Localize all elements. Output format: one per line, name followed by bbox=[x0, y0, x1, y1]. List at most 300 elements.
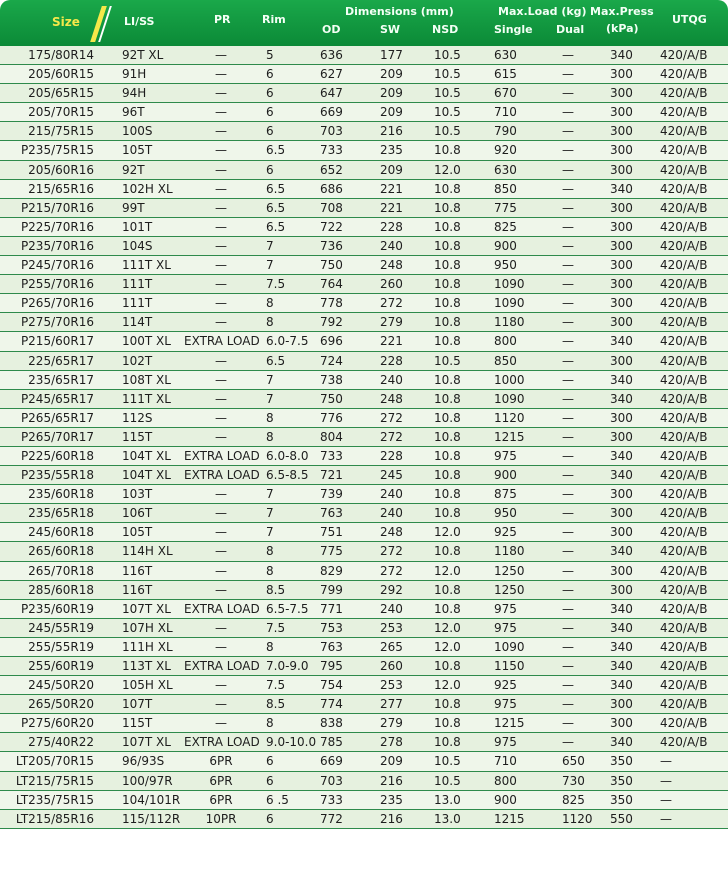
cell-max-press: 300 bbox=[610, 277, 633, 292]
cell-load-single: 1250 bbox=[494, 563, 525, 578]
cell-rim: 5 bbox=[266, 48, 274, 62]
cell-li-ss: 101T bbox=[122, 219, 153, 234]
cell-rim: 6 bbox=[266, 811, 274, 826]
cell-od: 722 bbox=[320, 219, 343, 234]
cell-utqg: — bbox=[660, 754, 672, 769]
cell-size: P265/70R17 bbox=[20, 429, 94, 444]
cell-pr: EXTRA LOAD bbox=[184, 601, 260, 616]
table-row bbox=[0, 237, 728, 256]
cell-load-dual: — bbox=[562, 334, 574, 349]
cell-utqg: 420/A/B bbox=[660, 238, 708, 253]
cell-nsd: 10.8 bbox=[434, 468, 461, 483]
cell-size: P225/60R18 bbox=[20, 448, 94, 463]
cell-utqg: 420/A/B bbox=[660, 67, 708, 82]
cell-li-ss: 105T bbox=[122, 143, 153, 158]
cell-li-ss: 106T bbox=[122, 506, 153, 521]
table-row bbox=[0, 256, 728, 275]
cell-utqg: 420/A/B bbox=[660, 143, 708, 158]
table-row bbox=[0, 141, 728, 160]
cell-load-dual: — bbox=[562, 86, 574, 101]
cell-utqg: 420/A/B bbox=[660, 48, 708, 62]
cell-size: 255/60R19 bbox=[28, 659, 94, 673]
cell-size: P255/70R16 bbox=[20, 277, 94, 292]
table-header bbox=[0, 0, 728, 46]
cell-pr: — bbox=[215, 86, 227, 101]
cell-nsd: 12.0 bbox=[434, 162, 461, 177]
cell-load-single: 1250 bbox=[494, 582, 525, 597]
cell-max-press: 300 bbox=[610, 563, 633, 578]
cell-utqg: — bbox=[660, 792, 672, 807]
cell-li-ss: 108T XL bbox=[122, 372, 171, 387]
cell-sw: 209 bbox=[380, 105, 403, 120]
cell-load-dual: — bbox=[562, 143, 574, 158]
cell-rim: 7 bbox=[266, 506, 274, 521]
cell-od: 733 bbox=[320, 792, 343, 807]
cell-sw: 253 bbox=[380, 620, 403, 635]
cell-utqg: 420/A/B bbox=[660, 582, 708, 597]
cell-utqg: 420/A/B bbox=[660, 639, 708, 654]
cell-rim: 6.0-7.5 bbox=[266, 334, 309, 349]
cell-max-press: 300 bbox=[610, 200, 633, 215]
cell-load-single: 1180 bbox=[494, 315, 525, 330]
rim-header: Rim bbox=[262, 13, 286, 26]
cell-utqg: 420/A/B bbox=[660, 659, 708, 673]
cell-load-dual: — bbox=[562, 315, 574, 330]
cell-max-press: 340 bbox=[610, 735, 633, 750]
cell-nsd: 10.8 bbox=[434, 296, 461, 311]
cell-pr: — bbox=[215, 162, 227, 177]
cell-li-ss: 103T bbox=[122, 487, 153, 502]
cell-nsd: 10.5 bbox=[434, 67, 461, 82]
cell-od: 754 bbox=[320, 678, 343, 693]
cell-pr: — bbox=[215, 277, 227, 292]
cell-max-press: 340 bbox=[610, 448, 633, 463]
cell-utqg: 420/A/B bbox=[660, 620, 708, 635]
cell-sw: 278 bbox=[380, 735, 403, 750]
table-row bbox=[0, 752, 728, 771]
cell-rim: 7.5 bbox=[266, 678, 286, 693]
cell-size: 265/70R18 bbox=[28, 563, 94, 578]
cell-load-dual: — bbox=[562, 353, 574, 368]
cell-load-single: 920 bbox=[494, 143, 517, 158]
cell-sw: 240 bbox=[380, 372, 403, 387]
cell-pr: — bbox=[215, 429, 227, 444]
cell-nsd: 12.0 bbox=[434, 639, 461, 654]
cell-load-single: 1090 bbox=[494, 639, 525, 654]
table-row bbox=[0, 714, 728, 733]
table-row bbox=[0, 466, 728, 485]
cell-li-ss: 111T XL bbox=[122, 391, 171, 406]
cell-li-ss: 100/97R bbox=[122, 773, 173, 788]
cell-rim: 7 bbox=[266, 238, 274, 253]
cell-nsd: 12.0 bbox=[434, 678, 461, 693]
cell-utqg: 420/A/B bbox=[660, 315, 708, 330]
cell-sw: 216 bbox=[380, 811, 403, 826]
table-row bbox=[0, 657, 728, 676]
table-row bbox=[0, 371, 728, 390]
cell-rim: 7 bbox=[266, 487, 274, 502]
cell-utqg: 420/A/B bbox=[660, 429, 708, 444]
cell-sw: 240 bbox=[380, 601, 403, 616]
cell-od: 647 bbox=[320, 86, 343, 101]
cell-size: 205/70R15 bbox=[28, 105, 94, 120]
cell-rim: 8 bbox=[266, 544, 274, 559]
cell-pr: 10PR bbox=[205, 811, 237, 826]
cell-li-ss: 100T XL bbox=[122, 334, 171, 349]
cell-pr: EXTRA LOAD bbox=[184, 735, 260, 750]
cell-size: P275/70R16 bbox=[20, 315, 94, 330]
table-row bbox=[0, 180, 728, 199]
cell-load-dual: — bbox=[562, 181, 574, 196]
cell-max-press: 340 bbox=[610, 678, 633, 693]
cell-utqg: 420/A/B bbox=[660, 334, 708, 349]
cell-pr: 6PR bbox=[209, 773, 233, 788]
cell-rim: 7.5 bbox=[266, 277, 286, 292]
cell-od: 763 bbox=[320, 639, 343, 654]
cell-rim: 7.5 bbox=[266, 620, 286, 635]
cell-pr: 6PR bbox=[209, 754, 233, 769]
table-row bbox=[0, 103, 728, 122]
cell-sw: 221 bbox=[380, 200, 403, 215]
cell-sw: 221 bbox=[380, 181, 403, 196]
cell-od: 776 bbox=[320, 410, 343, 425]
cell-sw: 272 bbox=[380, 429, 403, 444]
cell-load-single: 975 bbox=[494, 620, 517, 635]
cell-load-dual: — bbox=[562, 544, 574, 559]
cell-load-single: 1150 bbox=[494, 659, 525, 673]
cell-od: 724 bbox=[320, 353, 343, 368]
cell-load-single: 900 bbox=[494, 792, 517, 807]
cell-od: 686 bbox=[320, 181, 343, 196]
cell-load-single: 850 bbox=[494, 353, 517, 368]
cell-sw: 228 bbox=[380, 353, 403, 368]
cell-load-single: 1180 bbox=[494, 544, 525, 559]
cell-sw: 248 bbox=[380, 391, 403, 406]
table-row bbox=[0, 791, 728, 810]
cell-load-single: 900 bbox=[494, 468, 517, 483]
cell-pr: — bbox=[215, 716, 227, 731]
table-row bbox=[0, 428, 728, 447]
cell-rim: 6 bbox=[266, 162, 274, 177]
cell-load-dual: — bbox=[562, 620, 574, 635]
cell-li-ss: 104T XL bbox=[122, 468, 171, 483]
table-row bbox=[0, 390, 728, 409]
table-row bbox=[0, 600, 728, 619]
cell-li-ss: 107T bbox=[122, 697, 153, 712]
cell-rim: 8 bbox=[266, 410, 274, 425]
cell-size: LT235/75R15 bbox=[15, 792, 94, 807]
cell-load-dual: — bbox=[562, 659, 574, 673]
cell-sw: 272 bbox=[380, 544, 403, 559]
cell-li-ss: 100S bbox=[122, 124, 153, 139]
cell-rim: 6.0-8.0 bbox=[266, 448, 309, 463]
cell-max-press: 300 bbox=[610, 429, 633, 444]
cell-sw: 240 bbox=[380, 238, 403, 253]
cell-load-dual: — bbox=[562, 219, 574, 234]
cell-sw: 292 bbox=[380, 582, 403, 597]
cell-nsd: 12.0 bbox=[434, 525, 461, 540]
cell-sw: 272 bbox=[380, 563, 403, 578]
cell-size: 215/65R16 bbox=[28, 181, 94, 196]
table-row bbox=[0, 676, 728, 695]
cell-load-single: 1000 bbox=[494, 372, 525, 387]
cell-load-dual: — bbox=[562, 639, 574, 654]
cell-load-dual: — bbox=[562, 678, 574, 693]
cell-max-press: 350 bbox=[610, 773, 633, 788]
cell-nsd: 10.5 bbox=[434, 773, 461, 788]
cell-size: 265/60R18 bbox=[28, 544, 94, 559]
cell-utqg: 420/A/B bbox=[660, 258, 708, 273]
cell-sw: 265 bbox=[380, 639, 403, 654]
cell-max-press: 300 bbox=[610, 506, 633, 521]
cell-od: 669 bbox=[320, 754, 343, 769]
cell-rim: 7.0-9.0 bbox=[266, 659, 309, 673]
cell-utqg: 420/A/B bbox=[660, 678, 708, 693]
table-row bbox=[0, 772, 728, 791]
table-row bbox=[0, 619, 728, 638]
cell-load-dual: — bbox=[562, 429, 574, 444]
table-row bbox=[0, 542, 728, 561]
cell-load-single: 825 bbox=[494, 219, 517, 234]
kpa-header: (kPa) bbox=[606, 22, 639, 35]
cell-max-press: 340 bbox=[610, 620, 633, 635]
cell-rim: 8 bbox=[266, 716, 274, 731]
table-row bbox=[0, 122, 728, 141]
cell-load-dual: — bbox=[562, 697, 574, 712]
cell-nsd: 10.8 bbox=[434, 448, 461, 463]
cell-sw: 235 bbox=[380, 792, 403, 807]
cell-load-dual: — bbox=[562, 67, 574, 82]
table-row bbox=[0, 275, 728, 294]
cell-size: 215/75R15 bbox=[28, 124, 94, 139]
cell-li-ss: 105H XL bbox=[122, 678, 173, 693]
cell-pr: — bbox=[215, 48, 227, 62]
cell-size: 255/55R19 bbox=[28, 639, 94, 654]
max-press-header: Max.Press bbox=[590, 5, 654, 18]
cell-size: P245/70R16 bbox=[20, 258, 94, 273]
cell-rim: 8.5 bbox=[266, 697, 286, 712]
cell-load-dual: — bbox=[562, 582, 574, 597]
cell-pr: — bbox=[215, 67, 227, 82]
cell-nsd: 10.8 bbox=[434, 487, 461, 502]
cell-size: 205/60R16 bbox=[28, 162, 94, 177]
cell-nsd: 10.5 bbox=[434, 124, 461, 139]
cell-max-press: 340 bbox=[610, 334, 633, 349]
cell-sw: 216 bbox=[380, 124, 403, 139]
cell-load-single: 925 bbox=[494, 525, 517, 540]
cell-sw: 216 bbox=[380, 773, 403, 788]
cell-sw: 240 bbox=[380, 506, 403, 521]
cell-load-dual: — bbox=[562, 506, 574, 521]
cell-nsd: 10.8 bbox=[434, 391, 461, 406]
cell-pr: — bbox=[215, 410, 227, 425]
cell-utqg: 420/A/B bbox=[660, 544, 708, 559]
table-row bbox=[0, 294, 728, 313]
cell-utqg: 420/A/B bbox=[660, 563, 708, 578]
cell-li-ss: 115/112R bbox=[122, 811, 181, 826]
cell-sw: 253 bbox=[380, 678, 403, 693]
cell-max-press: 340 bbox=[610, 468, 633, 483]
cell-pr: — bbox=[215, 620, 227, 635]
cell-size: P235/60R19 bbox=[20, 601, 94, 616]
cell-utqg: 420/A/B bbox=[660, 353, 708, 368]
cell-sw: 245 bbox=[380, 468, 403, 483]
cell-utqg: 420/A/B bbox=[660, 277, 708, 292]
cell-od: 764 bbox=[320, 277, 343, 292]
cell-load-single: 975 bbox=[494, 448, 517, 463]
cell-load-dual: — bbox=[562, 487, 574, 502]
cell-size: LT215/75R15 bbox=[15, 773, 94, 788]
cell-od: 804 bbox=[320, 429, 343, 444]
cell-li-ss: 114H XL bbox=[122, 544, 173, 559]
table-row bbox=[0, 581, 728, 600]
cell-max-press: 300 bbox=[610, 86, 633, 101]
cell-nsd: 10.8 bbox=[434, 697, 461, 712]
cell-load-dual: 650 bbox=[562, 754, 585, 769]
cell-rim: 8.5 bbox=[266, 582, 286, 597]
cell-pr: — bbox=[215, 353, 227, 368]
cell-max-press: 340 bbox=[610, 181, 633, 196]
cell-pr: — bbox=[215, 372, 227, 387]
max-load-header: Max.Load (kg) bbox=[498, 5, 587, 18]
cell-max-press: 300 bbox=[610, 67, 633, 82]
table-row bbox=[0, 695, 728, 714]
cell-load-single: 1215 bbox=[494, 811, 525, 826]
cell-li-ss: 102H XL bbox=[122, 181, 173, 196]
cell-size: P265/70R16 bbox=[20, 296, 94, 311]
tire-spec-table bbox=[0, 46, 728, 829]
cell-max-press: 300 bbox=[610, 162, 633, 177]
cell-od: 708 bbox=[320, 200, 343, 215]
cell-li-ss: 111T bbox=[122, 296, 153, 311]
cell-max-press: 350 bbox=[610, 754, 633, 769]
cell-od: 733 bbox=[320, 143, 343, 158]
cell-load-dual: — bbox=[562, 258, 574, 273]
cell-size: LT215/85R16 bbox=[15, 811, 94, 826]
cell-load-dual: — bbox=[562, 372, 574, 387]
cell-nsd: 10.8 bbox=[434, 735, 461, 750]
cell-rim: 6 bbox=[266, 105, 274, 120]
cell-max-press: 300 bbox=[610, 315, 633, 330]
cell-load-single: 630 bbox=[494, 162, 517, 177]
cell-li-ss: 92T bbox=[122, 162, 145, 177]
cell-size: 245/55R19 bbox=[28, 620, 94, 635]
cell-li-ss: 115T bbox=[122, 716, 153, 731]
cell-load-dual: — bbox=[562, 296, 574, 311]
cell-rim: 6 .5 bbox=[266, 792, 289, 807]
cell-li-ss: 111T XL bbox=[122, 258, 171, 273]
cell-od: 775 bbox=[320, 544, 343, 559]
cell-li-ss: 113T XL bbox=[122, 659, 171, 673]
cell-sw: 228 bbox=[380, 219, 403, 234]
cell-li-ss: 99T bbox=[122, 200, 145, 215]
cell-od: 739 bbox=[320, 487, 343, 502]
cell-rim: 6.5 bbox=[266, 143, 286, 158]
cell-utqg: 420/A/B bbox=[660, 601, 708, 616]
cell-max-press: 300 bbox=[610, 487, 633, 502]
cell-load-single: 1090 bbox=[494, 391, 525, 406]
cell-nsd: 10.8 bbox=[434, 277, 461, 292]
cell-load-dual: — bbox=[562, 238, 574, 253]
cell-max-press: 300 bbox=[610, 353, 633, 368]
cell-rim: 6 bbox=[266, 773, 274, 788]
cell-load-dual: — bbox=[562, 277, 574, 292]
cell-li-ss: 105T bbox=[122, 525, 153, 540]
cell-nsd: 10.8 bbox=[434, 372, 461, 387]
cell-od: 721 bbox=[320, 468, 343, 483]
cell-load-single: 670 bbox=[494, 86, 517, 101]
cell-utqg: 420/A/B bbox=[660, 487, 708, 502]
cell-od: 829 bbox=[320, 563, 343, 578]
cell-size: 275/40R22 bbox=[28, 735, 94, 750]
cell-max-press: 300 bbox=[610, 296, 633, 311]
cell-utqg: 420/A/B bbox=[660, 410, 708, 425]
cell-max-press: 340 bbox=[610, 659, 633, 673]
cell-od: 753 bbox=[320, 620, 343, 635]
cell-max-press: 350 bbox=[610, 792, 633, 807]
cell-size: 205/65R15 bbox=[28, 86, 94, 101]
cell-size: P225/70R16 bbox=[20, 219, 94, 234]
cell-od: 738 bbox=[320, 372, 343, 387]
size-header: Size bbox=[52, 15, 80, 29]
cell-utqg: 420/A/B bbox=[660, 735, 708, 750]
cell-size: LT205/70R15 bbox=[15, 754, 94, 769]
cell-load-single: 975 bbox=[494, 601, 517, 616]
table-row bbox=[0, 199, 728, 218]
cell-li-ss: 104/101R bbox=[122, 792, 181, 807]
cell-sw: 209 bbox=[380, 86, 403, 101]
cell-load-dual: 1120 bbox=[562, 811, 593, 826]
cell-pr: — bbox=[215, 219, 227, 234]
cell-max-press: 340 bbox=[610, 601, 633, 616]
cell-rim: 8 bbox=[266, 563, 274, 578]
cell-max-press: 300 bbox=[610, 258, 633, 273]
cell-max-press: 300 bbox=[610, 219, 633, 234]
cell-rim: 8 bbox=[266, 429, 274, 444]
cell-li-ss: 96/93S bbox=[122, 754, 165, 769]
cell-utqg: 420/A/B bbox=[660, 697, 708, 712]
cell-nsd: 13.0 bbox=[434, 792, 461, 807]
cell-load-dual: — bbox=[562, 735, 574, 750]
cell-nsd: 10.8 bbox=[434, 659, 461, 673]
table-row bbox=[0, 485, 728, 504]
cell-load-dual: 825 bbox=[562, 792, 585, 807]
cell-utqg: — bbox=[660, 773, 672, 788]
dimensions-header: Dimensions (mm) bbox=[345, 5, 454, 18]
cell-pr: EXTRA LOAD bbox=[184, 468, 260, 483]
cell-od: 669 bbox=[320, 105, 343, 120]
cell-size: P215/60R17 bbox=[20, 334, 94, 349]
cell-load-single: 710 bbox=[494, 754, 517, 769]
table-row bbox=[0, 810, 728, 829]
cell-rim: 8 bbox=[266, 296, 274, 311]
cell-pr: — bbox=[215, 563, 227, 578]
cell-rim: 8 bbox=[266, 315, 274, 330]
cell-pr: EXTRA LOAD bbox=[184, 448, 260, 463]
cell-li-ss: 107T XL bbox=[122, 601, 171, 616]
cell-utqg: 420/A/B bbox=[660, 372, 708, 387]
cell-rim: 6 bbox=[266, 754, 274, 769]
cell-sw: 279 bbox=[380, 716, 403, 731]
cell-pr: EXTRA LOAD bbox=[184, 334, 260, 349]
cell-utqg: 420/A/B bbox=[660, 525, 708, 540]
cell-load-single: 975 bbox=[494, 697, 517, 712]
cell-od: 774 bbox=[320, 697, 343, 712]
cell-load-single: 790 bbox=[494, 124, 517, 139]
cell-load-dual: — bbox=[562, 162, 574, 177]
cell-load-single: 1090 bbox=[494, 296, 525, 311]
cell-size: P235/75R15 bbox=[20, 143, 94, 158]
